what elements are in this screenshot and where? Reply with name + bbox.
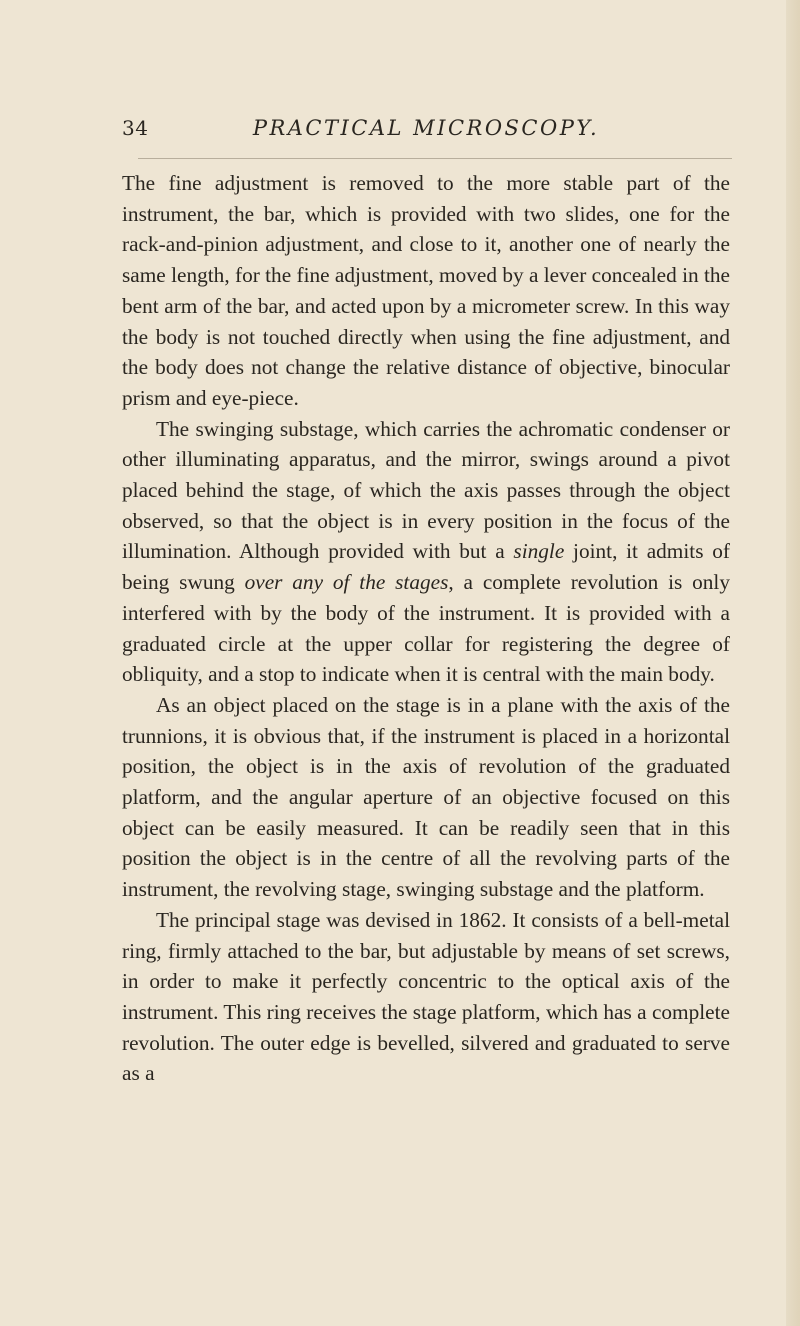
paragraph-text: joint, it admits of being swung <box>122 539 730 595</box>
paragraph-trunnions <box>122 690 730 905</box>
paragraph-swinging-substage <box>122 414 730 690</box>
paragraph-text: The swinging substage, which carries the achromatic condenser or other illuminating apparatus, and the mirror, swings around a pivot placed behind the stage, of which the axis passes through the object observed, so that the object is in every position in the focus of the illumination. Although provided with but a <box>122 416 730 564</box>
header-rule <box>138 158 732 159</box>
running-head <box>122 116 730 146</box>
paragraph-text: The principal stage was devised in 1862. It consists of a bell-metal ring, firmly attached to the bar, but adjustable by means of set screws, in order to make it perfectly concentric to the optical axis of the instrument. This ring receives the stage platform, which has a complete revolution. The outer edge is bevelled, silvered and graduated to serve as a <box>122 907 730 1086</box>
italic-emphasis: over any of the stages <box>244 570 449 595</box>
body-text <box>122 168 730 1089</box>
paragraph-fine-adjustment <box>122 168 730 414</box>
paragraph-principal-stage <box>122 905 730 1089</box>
paragraph-text: As an object placed on the stage is in a plane with the axis of the trunnions, it is obvious that, if the instrument is placed in a horizontal position, the object is in the axis of revolution of the graduated platform, and the angular aperture of an objective focused on this object can be easily measured. It can be readily seen that in this position the object is in the centre of all the revolving parts of the instrument, the revolving stage, swinging substage and the platform. <box>122 692 730 902</box>
paragraph-text: The fine adjustment is removed to the more stable part of the instrument, the bar, which is provided with two slides, one for the rack-and-pinion adjustment, and close to it, another one of nearly the same length, for the fine adjustment, moved by a lever concealed in the bent arm of the bar, and acted upon by a micrometer screw. In this way the body is not touched directly when using the fine adjustment, and the body does not change the relative distance of objective, binocular prism and eye-piece. <box>122 171 730 410</box>
running-title: PRACTICAL MICROSCOPY. <box>252 116 600 140</box>
page-number: 34 <box>122 116 149 140</box>
page-edge <box>786 0 800 1326</box>
italic-emphasis: single <box>513 539 565 564</box>
paragraph-text: , a complete revolution is only interfered with by the body of the instrument. It is provided with a graduated circle at the upper collar for registering the degree of obliquity, and a stop to indicate when it is central with the main body. <box>122 570 730 687</box>
